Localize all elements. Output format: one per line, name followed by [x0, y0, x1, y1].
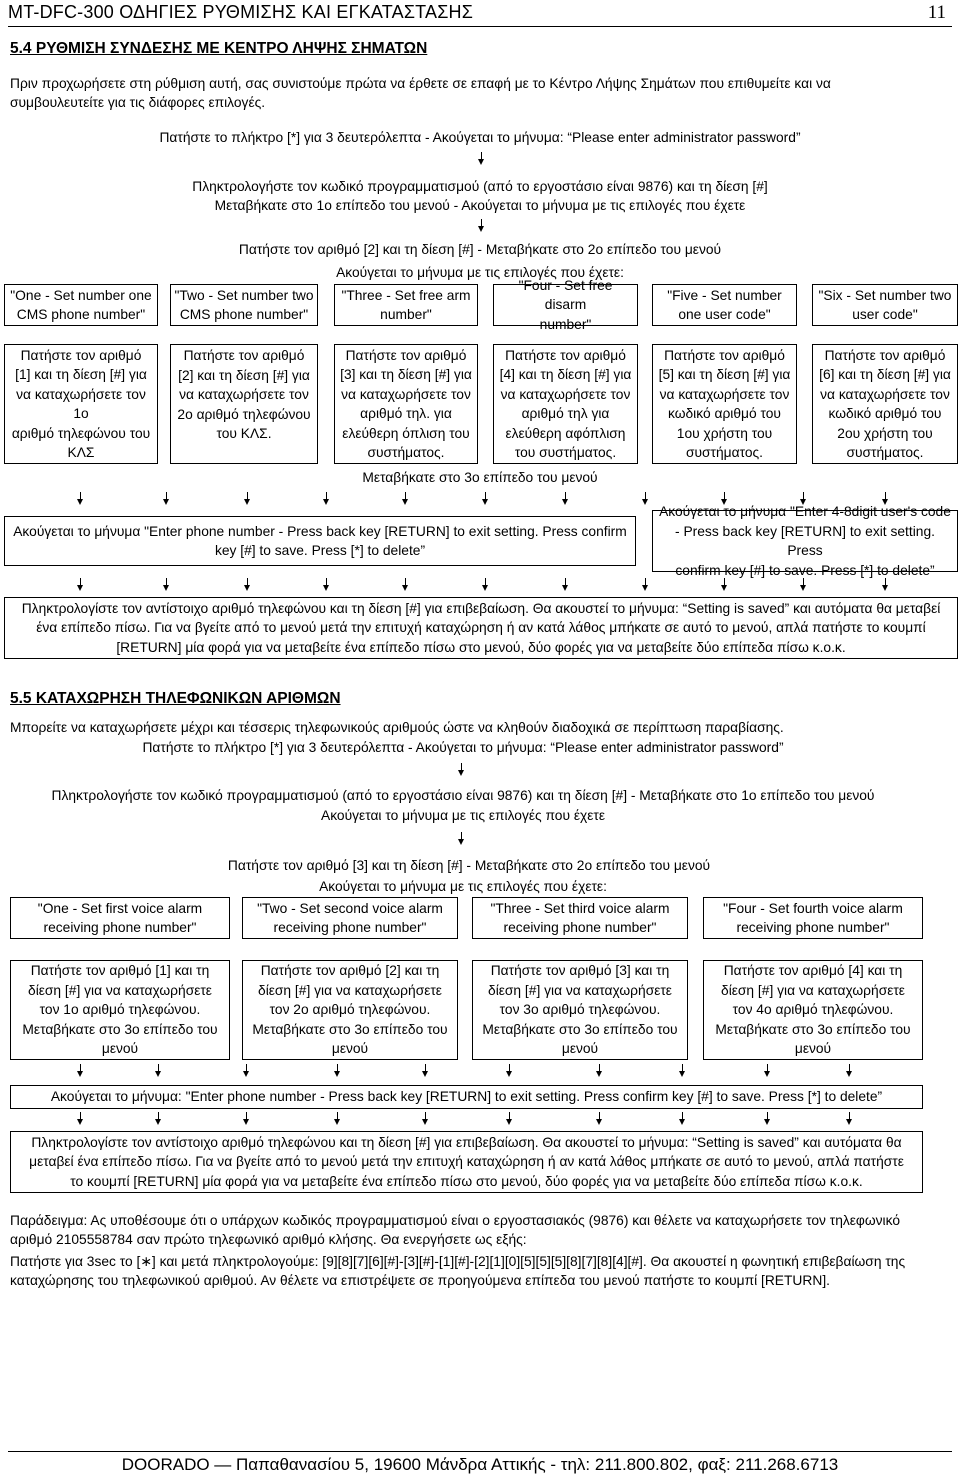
flow-arrow — [401, 492, 411, 506]
action-box-free-arm: Πατήστε τον αριθμό [3] και τη δίεση [#] για να καταχωρήσετε τον αριθμό τηλ. για ελεύθερη όπλιση του συστήματος. — [334, 344, 478, 464]
action-box-cms-1: Πατήστε τον αριθμό [1] και τη δίεση [#] για να καταχωρήσετε τον 1ο αριθμό τηλεφώνου του ΚΛΣ — [4, 344, 158, 464]
s54-step-enter-code: Πληκτρολογήστε τον κωδικό προγραμματισμού (από το εργοστάσιο είναι 9876) και τη δίεση [#] — [192, 179, 768, 194]
flow-arrow — [505, 1112, 515, 1126]
action-box-cms-2: Πατήστε τον αριθμό [2] και τη δίεση [#] για να καταχωρήσετε τον 2ο αριθμό τηλεφώνου του ΚΛΣ. — [170, 344, 318, 464]
flow-arrow — [561, 578, 571, 592]
s54-step-press-2: Πατήστε τον αριθμό [2] και τη δίεση [#] - Μεταβήκατε στο 2ο επίπεδο του μενού — [238, 242, 722, 257]
action-box-user-code-2: Πατήστε τον αριθμό [6] και τη δίεση [#] για να καταχωρήσετε τον κωδικό αριθμό του 2ου χρήστη του συστήματος. — [812, 344, 958, 464]
final-instruction-box: Πληκτρολογίστε τον αντίστοιχο αριθμό τηλεφώνου και τη δίεση [#] για επιβεβαίωση. Θα ακουστεί το μήνυμα: “Setting is saved” και αυτόματα θα μεταβεί ένα επίπεδο πίσω. Για να βγείτε από το μενού μετά την επιτυχή καταχώρηση ή αν κατά λάθος μπήκατε σε αυτό το μενού, απλά πατήστε το κουμπί [RETURN] μία φορά για να μεταβείτε ένα επίπεδο πίσω στο μενού, δύο φορές για να μεταβείτε δύο επίπεδα πίσω κ.ο.κ. — [4, 597, 958, 659]
flow-arrow — [162, 578, 172, 592]
s55-step-options-msg-1: Ακούγεται το μήνυμα με τις επιλογές που έχετε — [321, 808, 605, 823]
voice-option-box-1: "One - Set first voice alarm receiving phone number" — [10, 897, 230, 939]
section-5-4-intro-line1: Πριν προχωρήσετε στη ρύθμιση αυτή, σας συνιστούμε πρώτα να έρθετε σε επαφή με το Κέντρο Λήψης Σημάτων που επιθυμείτε και να — [10, 76, 831, 91]
flow-arrow — [845, 1112, 855, 1126]
flow-arrow — [763, 1112, 773, 1126]
s55-step-hold-star: Πατήστε το πλήκτρο [*] για 3 δευτερόλεπτα - Ακούγεται το μήνυμα: “Please enter administrator password” — [142, 740, 784, 755]
flow-arrow — [76, 1064, 86, 1078]
s54-level3-note: Μεταβήκατε στο 3ο επίπεδο του μενού — [362, 470, 598, 485]
voice-action-box-1: Πατήστε τον αριθμό [1] και τη δίεση [#] για να καταχωρήσετε τον 1ο αριθμό τηλεφώνου. Μεταβήκατε στο 3ο επίπεδο του μενού — [10, 960, 230, 1060]
example-line-4: καταχώρησης του τηλεφωνικού αριθμού. Αν θέλετε να επιστρέψετε σε προηγούμενα επίπεδα του μενού πατήστε το κουμπί [RETURN]. — [10, 1273, 830, 1288]
flow-arrow — [76, 1112, 86, 1126]
flow-arrow — [561, 492, 571, 506]
option-box-user-code-1: "Five - Set number one user code" — [652, 284, 797, 326]
s55-step-options-msg-2: Ακούγεται το μήνυμα με τις επιλογές που έχετε: — [319, 879, 607, 894]
flow-arrow — [243, 578, 253, 592]
flow-arrow — [641, 578, 651, 592]
flow-arrow — [678, 1064, 688, 1078]
flow-arrow — [720, 578, 730, 592]
example-line-1: Παράδειγμα: Ας υποθέσουμε ότι ο υπάρχων κωδικός προγραμματισμού είναι ο εργοστασιακός (9876) και θέλετε να καταχωρήσετε τον τηλεφωνικό — [10, 1213, 901, 1228]
flow-arrow — [763, 1064, 773, 1078]
flow-arrow — [421, 1064, 431, 1078]
option-box-free-disarm: "Four - Set free disarm number" — [493, 284, 638, 326]
flow-arrow — [154, 1064, 164, 1078]
option-box-free-arm: "Three - Set free arm number" — [334, 284, 478, 326]
flow-arrow — [243, 492, 253, 506]
section-5-5-heading: 5.5 ΚΑΤΑΧΩΡΗΣΗ ΤΗΛΕΦΩΝΙΚΩΝ ΑΡΙΘΜΩΝ — [10, 690, 341, 707]
s55-step-press-3: Πατήστε τον αριθμό [3] και τη δίεση [#] - Μεταβήκατε στο 2ο επίπεδο του μενού — [227, 858, 711, 873]
flow-arrow — [421, 1112, 431, 1126]
s54-step-options-msg: Ακούγεται το μήνυμα με τις επιλογές που έχετε: — [336, 265, 624, 280]
flow-arrow — [845, 1064, 855, 1078]
page-number: 11 — [927, 2, 946, 23]
flow-arrow — [76, 578, 86, 592]
flow-arrow — [477, 152, 487, 166]
voice-option-box-3: "Three - Set third voice alarm receiving phone number" — [472, 897, 688, 939]
flow-arrow — [477, 219, 487, 233]
flow-arrow — [322, 578, 332, 592]
voice-action-box-2: Πατήστε τον αριθμό [2] και τη δίεση [#] για να καταχωρήσετε τον 2ο αριθμό τηλεφώνου. Μεταβήκατε στο 3ο επίπεδο του μενού — [242, 960, 458, 1060]
section-5-5-intro: Μπορείτε να καταχωρήσετε μέχρι και τέσσερις τηλεφωνικούς αριθμούς ώστε να κληθούν διαδοχικά σε περίπτωση παραβίασης. — [10, 720, 784, 735]
voice-option-box-4: "Four - Set fourth voice alarm receiving phone number" — [703, 897, 923, 939]
flow-arrow — [242, 1064, 252, 1078]
flow-arrow — [678, 1112, 688, 1126]
flow-arrow — [162, 492, 172, 506]
action-box-free-disarm: Πατήστε τον αριθμό [4] και τη δίεση [#] για να καταχωρήσετε τον αριθμό τηλ για ελεύθερη αφόπλιση του συστήματος. — [493, 344, 638, 464]
flow-arrow — [76, 492, 86, 506]
example-line-3: Πατήστε για 3sec το [∗] και μετά πληκτρολογούμε: [9][8][7][6][#]-[3][#]-[1][#]-[2][1][0][5][5][5][8][7][8][4][#]. Θα ακουστεί η φωνητική επιβεβαίωση της — [10, 1254, 906, 1269]
flow-arrow — [595, 1112, 605, 1126]
flow-arrow — [457, 763, 467, 777]
voice-option-box-2: "Two - Set second voice alarm receiving phone number" — [242, 897, 458, 939]
message-box-enter-code: Ακούγεται το μήνυμα "Enter 4-8digit user's code - Press back key [RETURN] to exit setting. Press confirm key [#] to save. Press [*] to delete” — [652, 510, 958, 572]
flow-arrow — [641, 492, 651, 506]
s54-step-level1: Μεταβήκατε στο 1ο επίπεδο του μενού - Ακούγεται το μήνυμα με τις επιλογές που έχετε — [214, 198, 746, 213]
footer-contact: DOORADO — Παπαθανασίου 5, 19600 Μάνδρα Αττικής - τηλ: 211.800.802, φαξ: 211.268.6713 — [121, 1455, 839, 1474]
s54-step-hold-star: Πατήστε το πλήκτρο [*] για 3 δευτερόλεπτα - Ακούγεται το μήνυμα: “Please enter administrator password” — [159, 130, 801, 145]
option-box-cms-1: "One - Set number one CMS phone number" — [4, 284, 158, 326]
option-box-user-code-2: "Six - Set number two user code" — [812, 284, 958, 326]
s55-step-enter-code: Πληκτρολογήστε τον κωδικό προγραμματισμού (από το εργοστάσιο είναι 9876) και τη δίεση [#] - Μεταβήκατε στο 1ο επίπεδο του μενού — [51, 788, 875, 803]
section-5-4-intro-line2: συμβουλευτείτε για τις διάφορες επιλογές. — [10, 95, 266, 110]
voice-action-box-3: Πατήστε τον αριθμό [3] και τη δίεση [#] για να καταχωρήσετε τον 3ο αριθμό τηλεφώνου. Μεταβήκατε στο 3ο επίπεδο του μενού — [472, 960, 688, 1060]
flow-arrow — [322, 492, 332, 506]
voice-action-box-4: Πατήστε τον αριθμό [4] και τη δίεση [#] για να καταχωρήσετε τον 4ο αριθμό τηλεφώνου. Μεταβήκατε στο 3ο επίπεδο του μενού — [703, 960, 923, 1060]
action-box-user-code-1: Πατήστε τον αριθμό [5] και τη δίεση [#] για να καταχωρήσετε τον κωδικό αριθμό του 1ου χρήστη του συστήματος. — [652, 344, 797, 464]
footer-divider — [8, 1451, 952, 1452]
flow-arrow — [505, 1064, 515, 1078]
document-header-title: MT-DFC-300 ΟΔΗΓΙΕΣ ΡΥΘΜΙΣΗΣ ΚΑΙ ΕΓΚΑΤΑΣΤΑΣΗΣ — [8, 2, 474, 22]
option-box-cms-2: "Two - Set number two CMS phone number" — [170, 284, 318, 326]
message-box-enter-phone: Ακούγεται το μήνυμα "Enter phone number - Press back key [RETURN] to exit setting. Press confirm key [#] to save. Press [*] to delete” — [4, 516, 636, 566]
flow-arrow — [333, 1064, 343, 1078]
flow-arrow — [401, 578, 411, 592]
voice-final-instruction-box: Πληκτρολογίστε τον αντίστοιχο αριθμό τηλεφώνου και τη δίεση [#] για επιβεβαίωση. Θα ακουστεί το μήνυμα: “Setting is saved” και αυτόματα θα μεταβεί ένα επίπεδο πίσω. Για να βγείτε από το μενού μετά την επιτυχή καταχώρηση ή αν κατά λάθος μπήκατε σε αυτό το μενού, απλά πατήστε το κουμπί [RETURN] μία φορά για να μεταβείτε ένα επίπεδο πίσω στο μενού, δύο φορές για να μεταβείτε δύο επίπεδα πίσω κ.ο.κ. — [10, 1131, 923, 1193]
header-divider — [8, 26, 952, 27]
section-5-4-heading: 5.4 ΡΥΘΜΙΣΗ ΣΥΝΔΕΣΗΣ ΜΕ ΚΕΝΤΡΟ ΛΗΨΗΣ ΣΗΜΑΤΩΝ — [10, 40, 428, 57]
voice-message-box-enter-phone: Ακούγεται το μήνυμα: "Enter phone number - Press back key [RETURN] to exit setting. Press confirm key [#] to save. Press [*] to delete” — [10, 1085, 923, 1109]
flow-arrow — [595, 1064, 605, 1078]
flow-arrow — [457, 832, 467, 846]
flow-arrow — [481, 578, 491, 592]
flow-arrow — [881, 578, 891, 592]
flow-arrow — [242, 1112, 252, 1126]
example-line-2: αριθμό 2105558784 σαν πρώτο τηλεφωνικό αριθμό κλήσης. Θα ενεργήσετε ως εξής: — [10, 1232, 527, 1247]
flow-arrow — [481, 492, 491, 506]
flow-arrow — [154, 1112, 164, 1126]
flow-arrow — [799, 578, 809, 592]
flow-arrow — [333, 1112, 343, 1126]
